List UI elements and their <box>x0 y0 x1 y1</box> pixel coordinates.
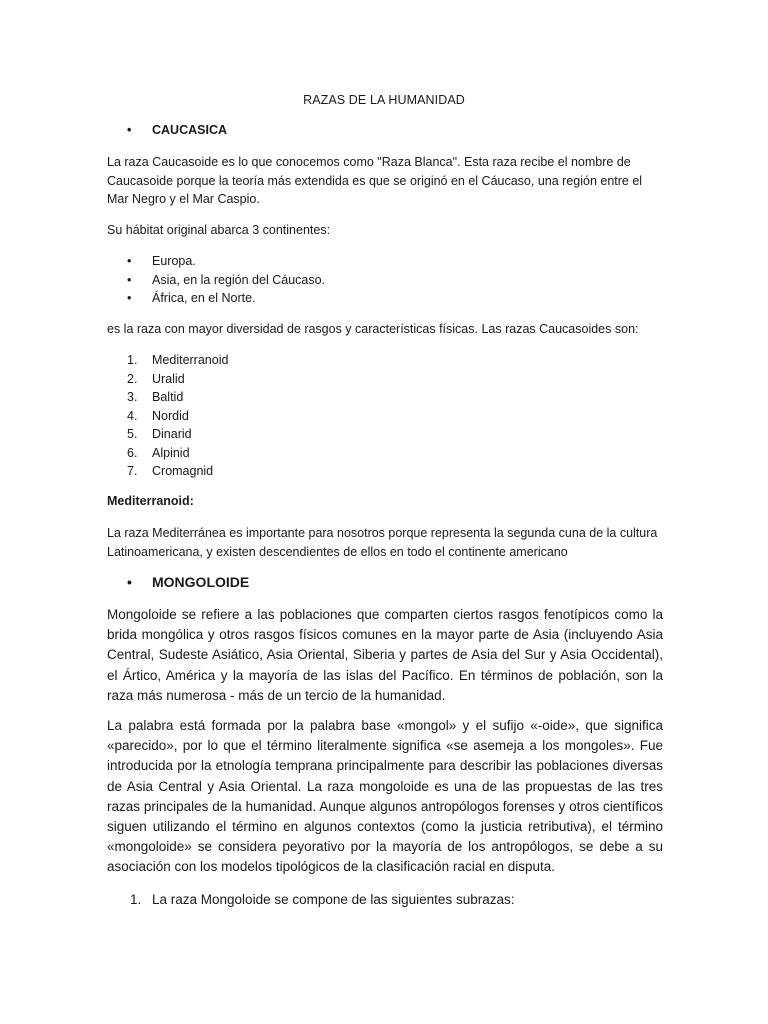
list-number: 5. <box>127 427 138 441</box>
caucasica-intro-paragraph: La raza Caucasoide es lo que conocemos como "Raza Blanca". Esta raza recibe el nombre de Caucasoide porque la teoría más extendida es que se originó en el Cáucaso, una región entre el Mar Negro y el Mar Caspio. <box>107 155 643 206</box>
list-number: 2. <box>127 371 138 386</box>
section-heading-text: MONGOLOIDE <box>152 574 250 590</box>
list-number: 4. <box>127 408 138 423</box>
list-item-text: Baltid <box>152 390 184 404</box>
diversity-paragraph: es la raza con mayor diversidad de rasgos y características físicas. Las razas Caucasoides son: <box>107 322 639 336</box>
mongoloide-paragraph-1: Mongoloide se refiere a las poblaciones que comparten ciertos rasgos fenotípicos como la brida mongólica y otros rasgos físicos comunes en la mayor parte de Asia (incluyendo Asia Central, Sudeste Asiático, Asia Oriental, Siberia y partes de Asia del Sur y Asia Occidental), el Ártico, América y la mayoría de las islas del Pacífico. En términos de población, son la raza más numerosa - más de un tercio de la humanidad. <box>107 607 663 703</box>
list-number: 1. <box>127 353 138 367</box>
subraces-heading-text: La raza Mongoloide se compone de las siguientes subrazas: <box>152 892 515 907</box>
mediterranoid-paragraph: La raza Mediterránea es importante para nosotros porque representa la segunda cuna de la cultura Latinoamericana, y existen descendientes de ellos en todo el continente americano <box>107 526 658 559</box>
habitat-intro-paragraph: Su hábitat original abarca 3 continentes: <box>107 223 331 237</box>
mongoloide-paragraph-2: La palabra está formada por la palabra base «mongol» y el sufijo «-oide», que significa «parecido», por lo que el término literalmente significa «se asemeja a los mongoles». Fue introducida por la etnología temprana principalmente para describir las poblaciones diversas de Asia Central y Asia Oriental. La raza mongoloide es una de las propuestas de las tres razas principales de la humanidad. Aunque algunos antropólogos forenses y otros científicos siguen utilizando el término en algunos contextos (como la justicia retributiva), el término «mongoloide» se considera peyorativo por la mayoría de los antropólogos, se debe a su asociación con los modelos tipológicos de la clasificación racial en disputa. <box>107 718 663 875</box>
list-item-text: Uralid <box>152 371 185 386</box>
document-title: RAZAS DE LA HUMANIDAD <box>303 93 465 107</box>
list-item-text: Asia, en la región del Cáucaso. <box>152 272 326 287</box>
bullet-icon: • <box>127 123 132 137</box>
bullet-icon: • <box>127 272 132 287</box>
list-item-text: Dinarid <box>152 427 192 441</box>
section-heading-text: CAUCASICA <box>152 123 227 137</box>
list-item-text: Mediterranoid <box>152 353 229 367</box>
bullet-icon: • <box>127 574 132 590</box>
list-number: 7. <box>127 464 138 478</box>
bullet-icon: • <box>127 254 132 268</box>
list-item-text: Nordid <box>152 408 189 423</box>
list-item-text: Cromagnid <box>152 464 214 478</box>
list-number: 1. <box>130 892 142 907</box>
list-number: 6. <box>127 445 138 460</box>
list-item-text: Europa. <box>152 254 196 268</box>
list-number: 3. <box>127 390 138 404</box>
mediterranoid-heading: Mediterranoid: <box>107 494 194 508</box>
bullet-icon: • <box>127 291 132 305</box>
list-item-text: Alpinid <box>152 445 190 460</box>
list-item-text: África, en el Norte. <box>152 291 256 305</box>
